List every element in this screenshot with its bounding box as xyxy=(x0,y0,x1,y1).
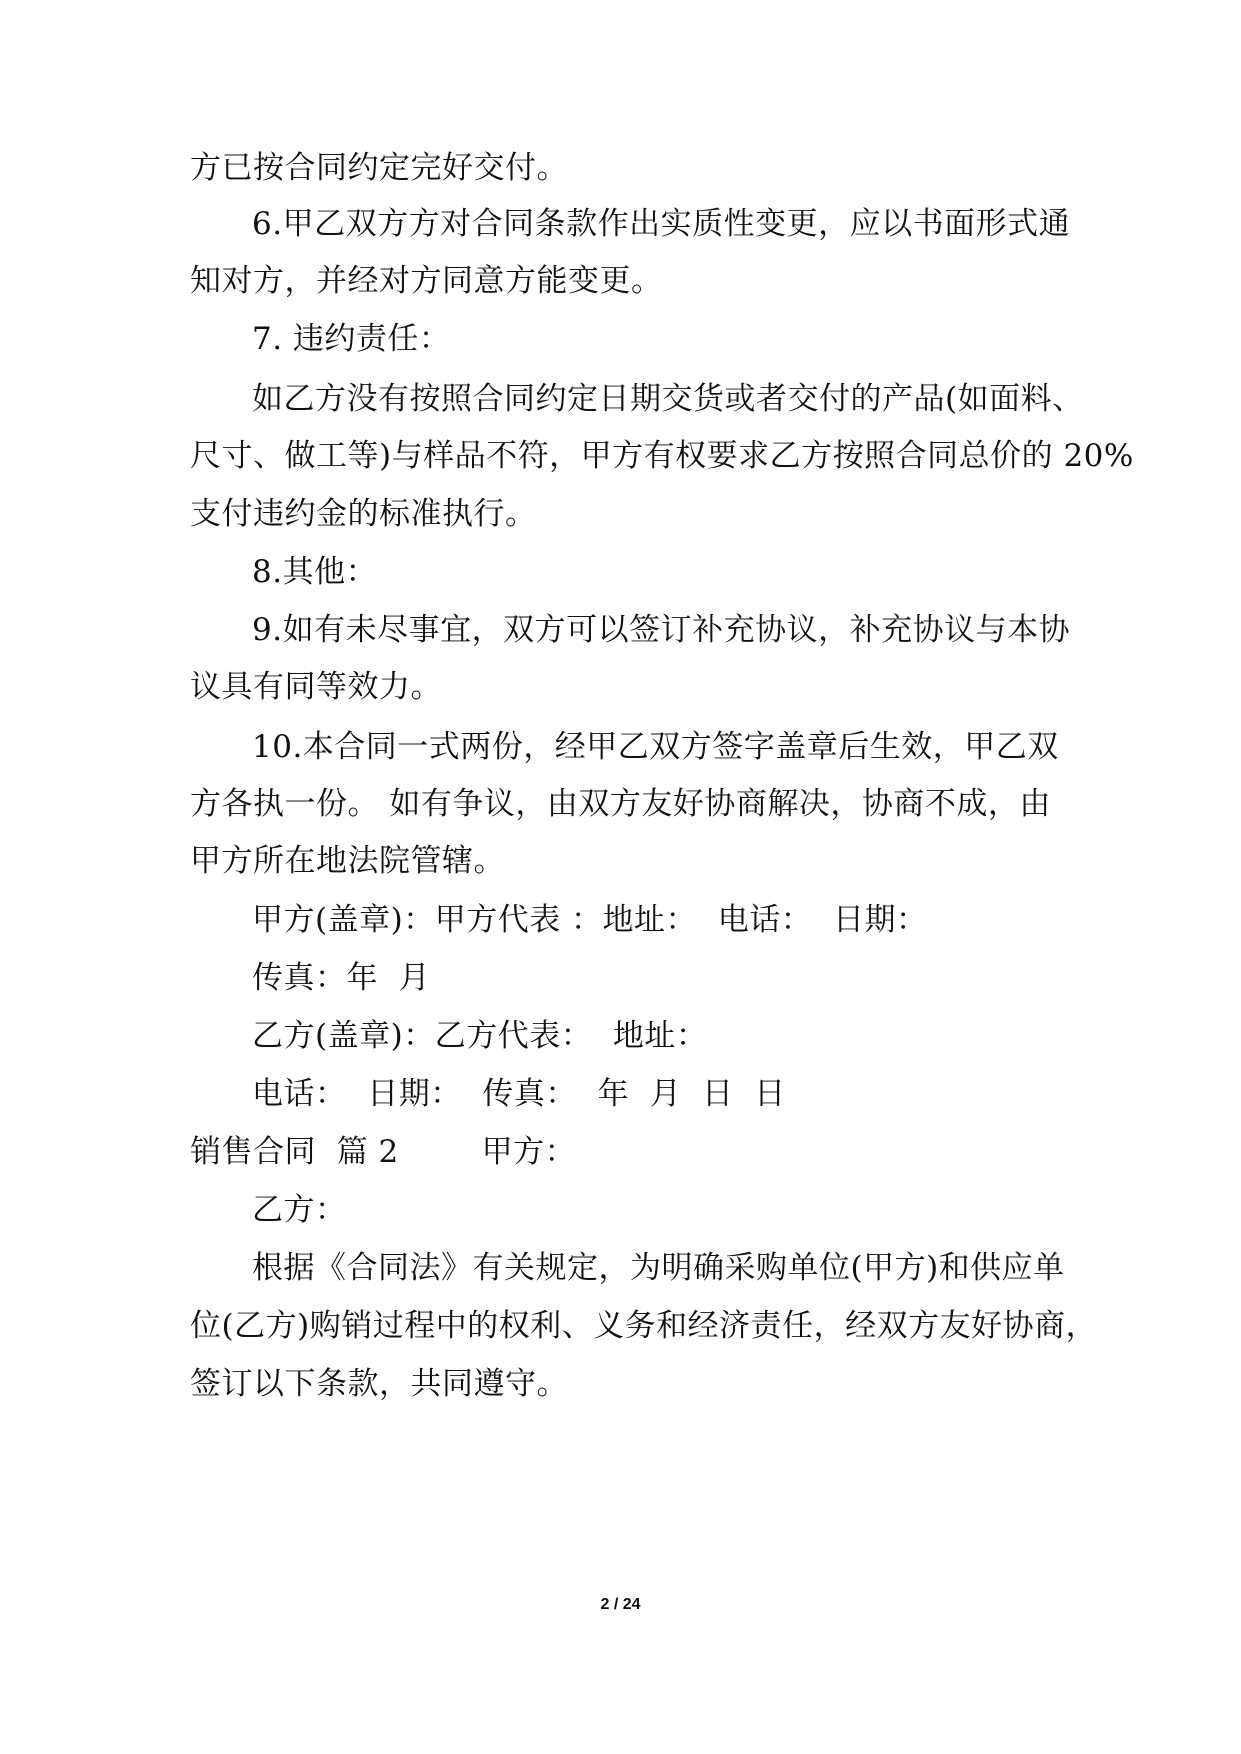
clause-7-heading: 7. 违约责任： xyxy=(252,321,451,357)
clause-6-line-1: 6.甲乙双方方对合同条款作出实质性变更，应以书面形式通 xyxy=(252,206,1071,242)
preamble-line-1: 根据《合同法》有关规定，为明确采购单位(甲方)和供应单 xyxy=(252,1250,1065,1286)
preamble-line-2: 位(乙方)购销过程中的权利、义务和经济责任，经双方友好协商， xyxy=(190,1308,1098,1344)
clause-10-line-1: 10.本合同一式两份，经甲乙双方签字盖章后生效，甲乙双 xyxy=(252,729,1059,765)
clause-6-line-2: 知对方，并经对方同意方能变更。 xyxy=(190,263,663,299)
party-b-contact-line: 电话： 日期： 传真： 年 月 日 日 xyxy=(252,1076,786,1112)
clause-9-line-2: 议具有同等效力。 xyxy=(190,669,442,705)
clause-8-heading: 8.其他： xyxy=(252,554,378,590)
preamble-line-3: 签订以下条款，共同遵守。 xyxy=(190,1366,568,1402)
clause-7-line-2: 尺寸、做工等)与样品不符，甲方有权要求乙方按照合同总价的 20% xyxy=(190,438,1134,474)
clause-9-line-1: 9.如有未尽事宜，双方可以签订补充协议，补充协议与本协 xyxy=(252,612,1071,648)
text-line-1: 方已按合同约定完好交付。 xyxy=(190,150,568,186)
party-b-label: 乙方： xyxy=(252,1192,347,1228)
contract-2-heading: 销售合同 篇 2 甲方： xyxy=(190,1134,577,1170)
clause-7-line-3: 支付违约金的标准执行。 xyxy=(190,496,537,532)
party-b-signature-line: 乙方(盖章)：乙方代表： 地址： xyxy=(252,1018,708,1054)
clause-10-line-2: 方各执一份。 如有争议，由双方友好协商解决，协商不成，由 xyxy=(190,786,1051,822)
clause-10-line-3: 甲方所在地法院管辖。 xyxy=(190,843,505,879)
page-number: 2 / 24 xyxy=(600,1596,641,1613)
clause-7-line-1: 如乙方没有按照合同约定日期交货或者交付的产品(如面料、 xyxy=(252,381,1084,417)
party-a-fax-line: 传真：年 月 xyxy=(252,960,431,996)
party-a-signature-line: 甲方(盖章)：甲方代表 ：地址： 电话： 日期： xyxy=(252,902,928,938)
